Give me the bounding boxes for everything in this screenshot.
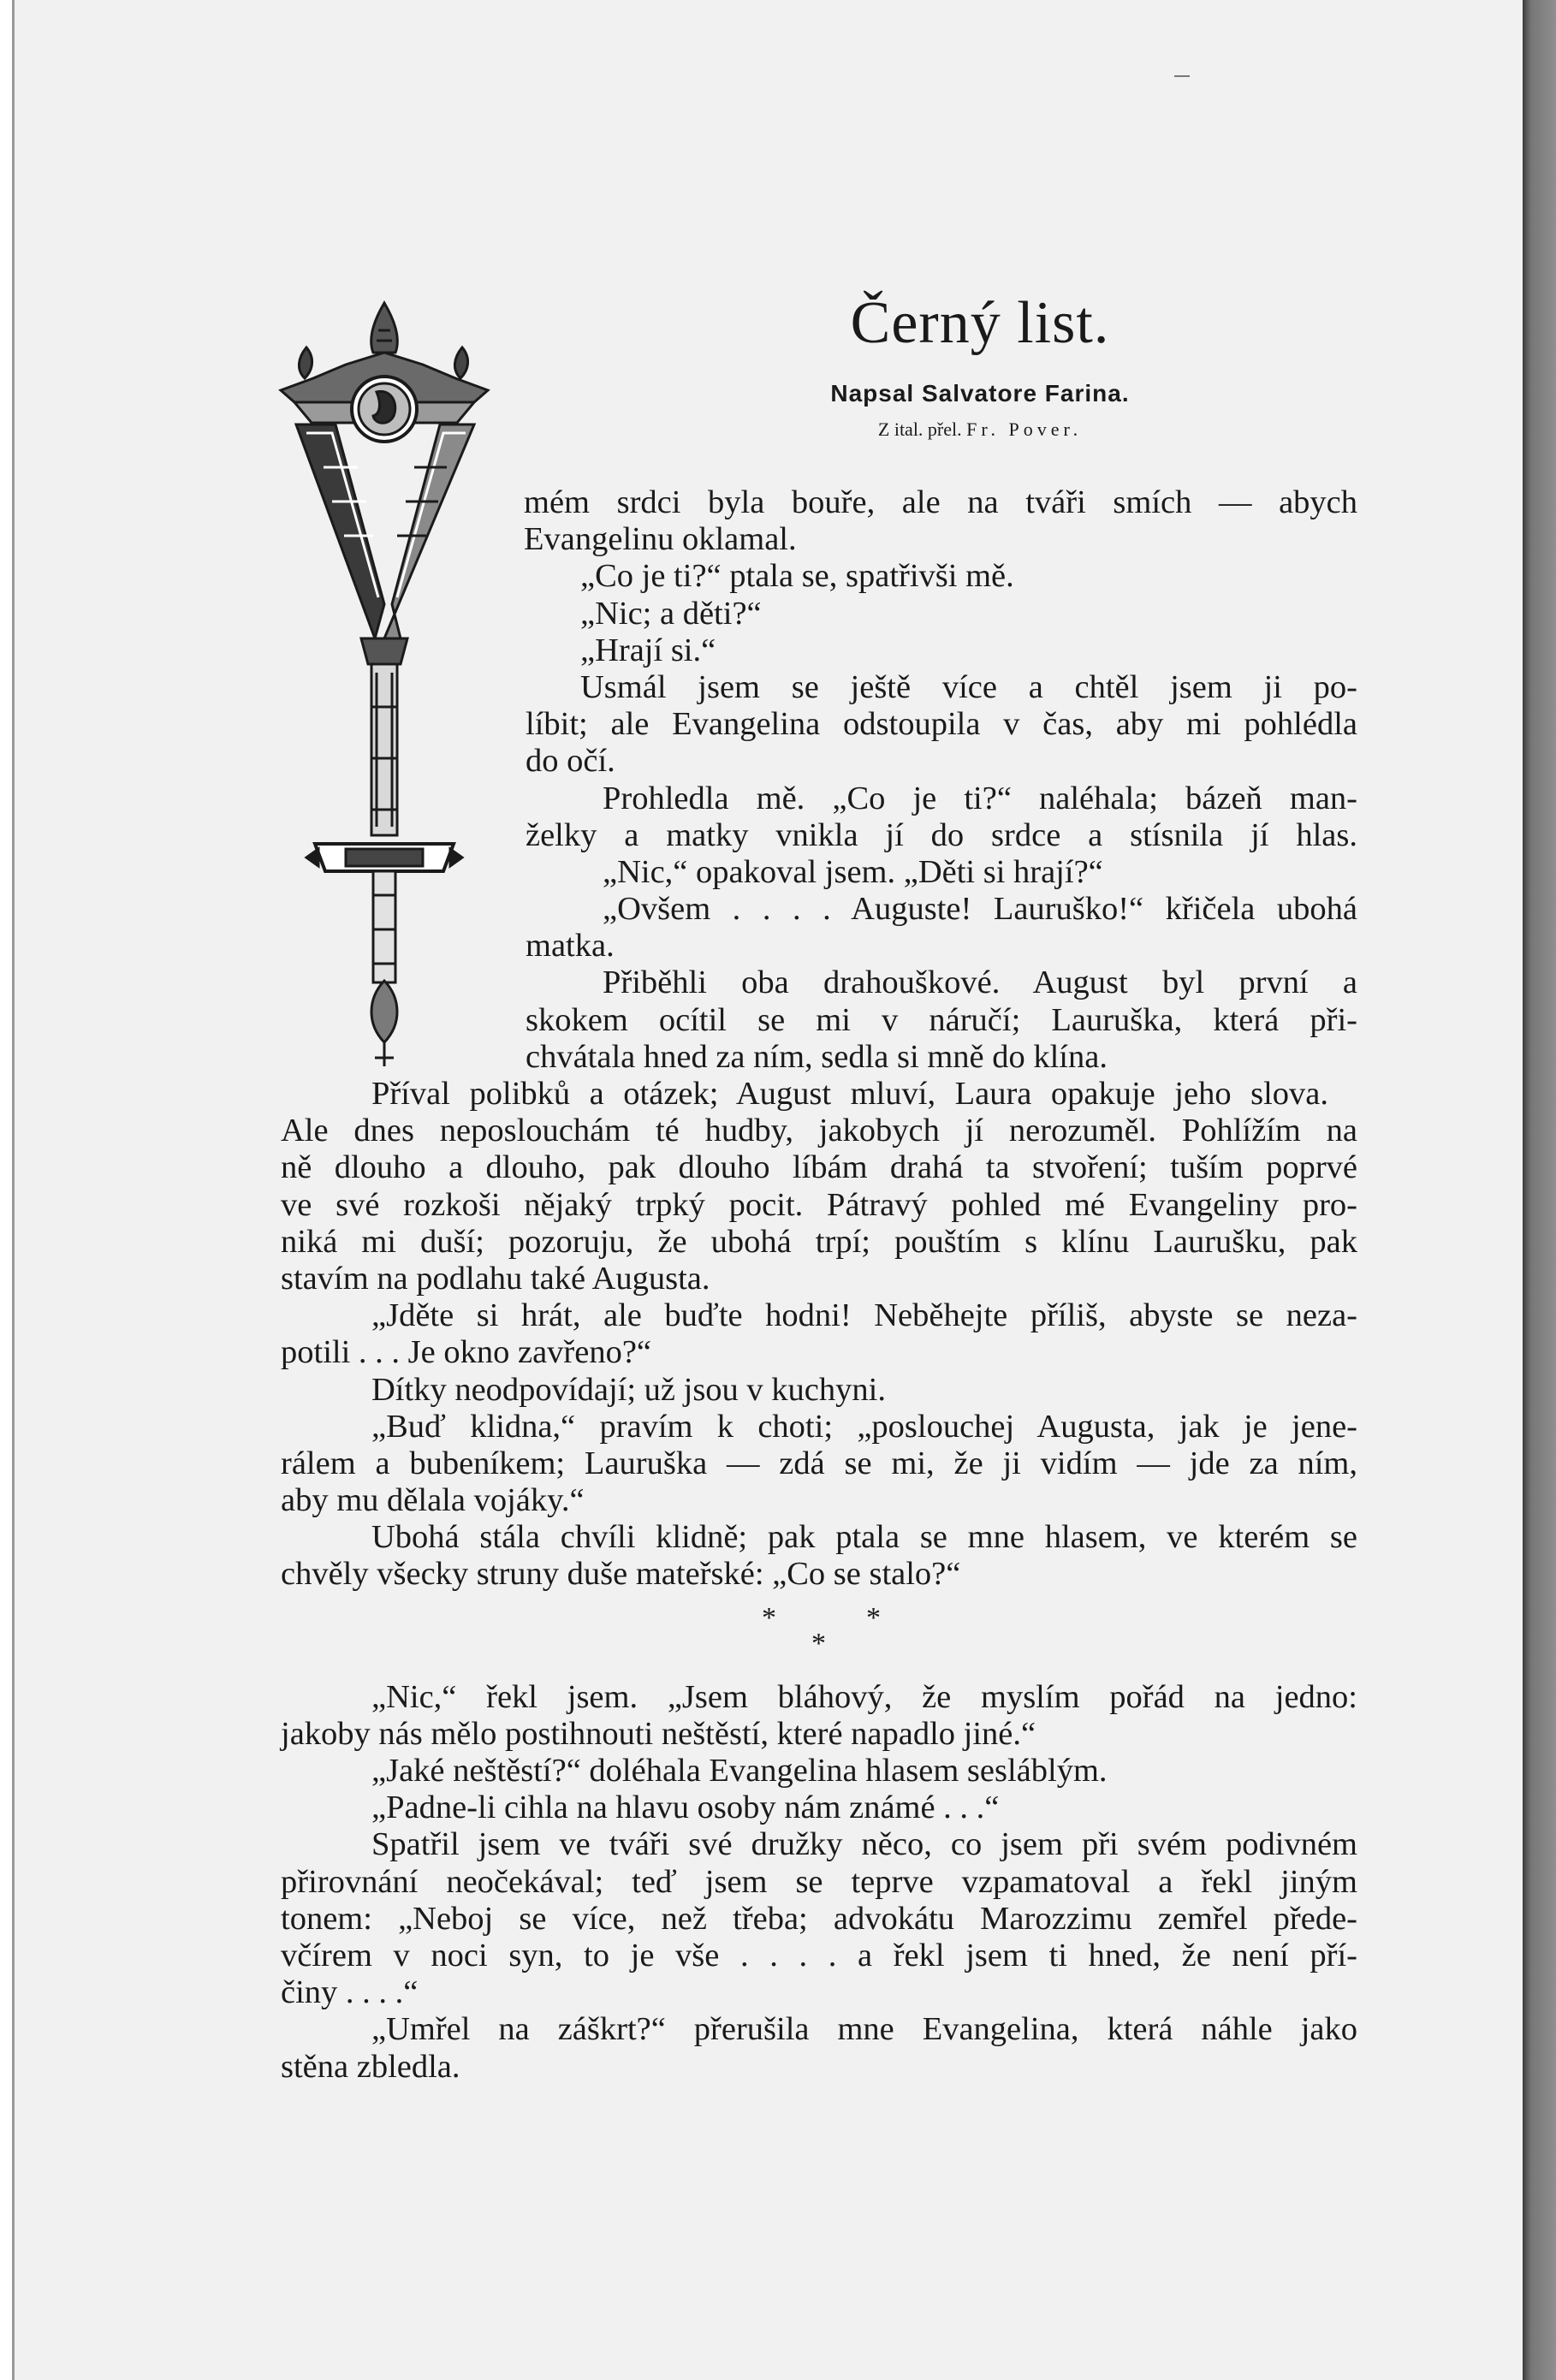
text-line: „Jděte si hrát, ale buďte hodni! Neběhejte příliš, abyste se neza- bbox=[371, 1297, 1357, 1334]
asterisk: * bbox=[762, 1601, 776, 1634]
text-line: potili . . . Je okno zavřeno?“ bbox=[281, 1334, 651, 1371]
text-line: jakoby nás mělo postihnouti neštěstí, které napadlo jiné.“ bbox=[281, 1715, 1036, 1752]
text-line: Evangelinu oklamal. bbox=[524, 521, 797, 558]
translator-prefix: Z ital. přel. bbox=[877, 418, 962, 440]
translator-name: Fr. Pover. bbox=[966, 418, 1083, 440]
text-line: stavím na podlahu také Augusta. bbox=[281, 1260, 710, 1297]
text-line: činy . . . .“ bbox=[281, 1974, 419, 2011]
section-break bbox=[281, 1600, 1357, 1679]
text-line: tonem: „Neboj se více, než třeba; advokátu Marozzimu zemřel přede- bbox=[281, 1900, 1357, 1937]
text-line: Příval polibků a otázek; August mluví, Laura opakuje jeho slova. bbox=[371, 1076, 1328, 1112]
text-line: „Umřel na záškrt?“ přerušila mne Evangelina, která náhle jako bbox=[371, 2011, 1357, 2048]
text-line: Spatřil jsem ve tváři své družky něco, co jsem při svém podivném bbox=[371, 1826, 1357, 1863]
asterisk: * bbox=[866, 1601, 881, 1634]
story-title: Černý list. bbox=[850, 290, 1110, 356]
asterisk: * bbox=[811, 1627, 826, 1659]
text-line: stěna zbledla. bbox=[281, 2048, 460, 2085]
text-line: aby mu dělala vojáky.“ bbox=[281, 1482, 585, 1519]
text-line: „Nic,“ řekl jsem. „Jsem bláhový, že myslím pořád na jedno: bbox=[371, 1678, 1357, 1715]
text-line: „Buď klidna,“ pravím k choti; „poslouchej Augusta, jak je jene- bbox=[371, 1408, 1357, 1445]
text-line: „Nic,“ opakoval jsem. „Děti si hrají?“ bbox=[603, 853, 1103, 890]
text-line: včírem v noci syn, to je vše . . . . a řekl jsem ti hned, že není pří- bbox=[281, 1937, 1357, 1973]
text-line: „Jaké neštěstí?“ doléhala Evangelina hlasem sesláblým. bbox=[371, 1753, 1108, 1789]
text-line: Ubohá stála chvíli klidně; pak ptala se mne hlasem, ve kterém se bbox=[371, 1519, 1357, 1556]
story-text bbox=[281, 484, 1357, 2086]
text-line: Prohledla mě. „Co je ti?“ naléhala; bázeň man- bbox=[603, 780, 1357, 816]
text-line: „Padne-li cihla na hlavu osoby nám známé . . .“ bbox=[371, 1789, 1000, 1826]
text-line: ve své rozkoši nějaký trpký pocit. Pátravý pohled mé Evangeliny pro- bbox=[281, 1186, 1357, 1223]
text-line: želky a matky vnikla jí do srdce a stísnila jí hlas. bbox=[526, 816, 1357, 853]
author-line: Napsal Salvatore Farina. bbox=[830, 380, 1130, 407]
text-line: chvěly všecky struny duše mateřské: „Co se stalo?“ bbox=[281, 1556, 961, 1593]
text-line: Usmál jsem se ještě více a chtěl jsem ji po- bbox=[580, 668, 1357, 705]
text-line: do očí. bbox=[526, 743, 615, 780]
text-line: ně dlouho a dlouho, pak dlouho líbám drahá ta stvoření; tuším poprvé bbox=[281, 1149, 1357, 1186]
text-line: líbit; ale Evangelina odstoupila v čas, aby mi pohlédla bbox=[526, 706, 1357, 743]
text-line: Přiběhli oba drahouškové. August byl první a bbox=[603, 964, 1357, 1001]
text-line: „Nic; a děti?“ bbox=[580, 595, 762, 632]
text-line: Ale dnes neposlouchám té hudby, jakobych jí nerozuměl. Pohlížím na bbox=[281, 1113, 1357, 1149]
scan-mark bbox=[1174, 75, 1190, 77]
text-line: „Co je ti?“ ptala se, spatřivši mě. bbox=[580, 558, 1014, 595]
text-line: mém srdci byla bouře, ale na tváři smích — abych bbox=[524, 484, 1357, 520]
text-line: skokem ocítil se mi v náručí; Lauruška, která při- bbox=[526, 1001, 1357, 1038]
translator-line bbox=[787, 417, 1173, 442]
text-line: „Hrají si.“ bbox=[580, 632, 716, 668]
scan-edge bbox=[1523, 0, 1556, 2380]
text-line: chvátala hned za ním, sedla si mně do klína. bbox=[526, 1038, 1108, 1075]
text-line: rálem a bubeníkem; Lauruška — zdá se mi, že ji vidím — jde za ním, bbox=[281, 1445, 1357, 1481]
text-line: „Ovšem . . . . Auguste! Lauruško!“ křičela ubohá bbox=[603, 891, 1357, 928]
text-line: přirovnání neočekával; teď jsem se teprve vzpamatoval a řekl jiným bbox=[281, 1863, 1357, 1900]
text-line: niká mi duší; pozoruju, že ubohá trpí; pouštím s klínu Laurušku, pak bbox=[281, 1223, 1357, 1260]
text-line: Dítky neodpovídají; už jsou v kuchyni. bbox=[371, 1371, 886, 1408]
text-line: matka. bbox=[526, 928, 615, 964]
